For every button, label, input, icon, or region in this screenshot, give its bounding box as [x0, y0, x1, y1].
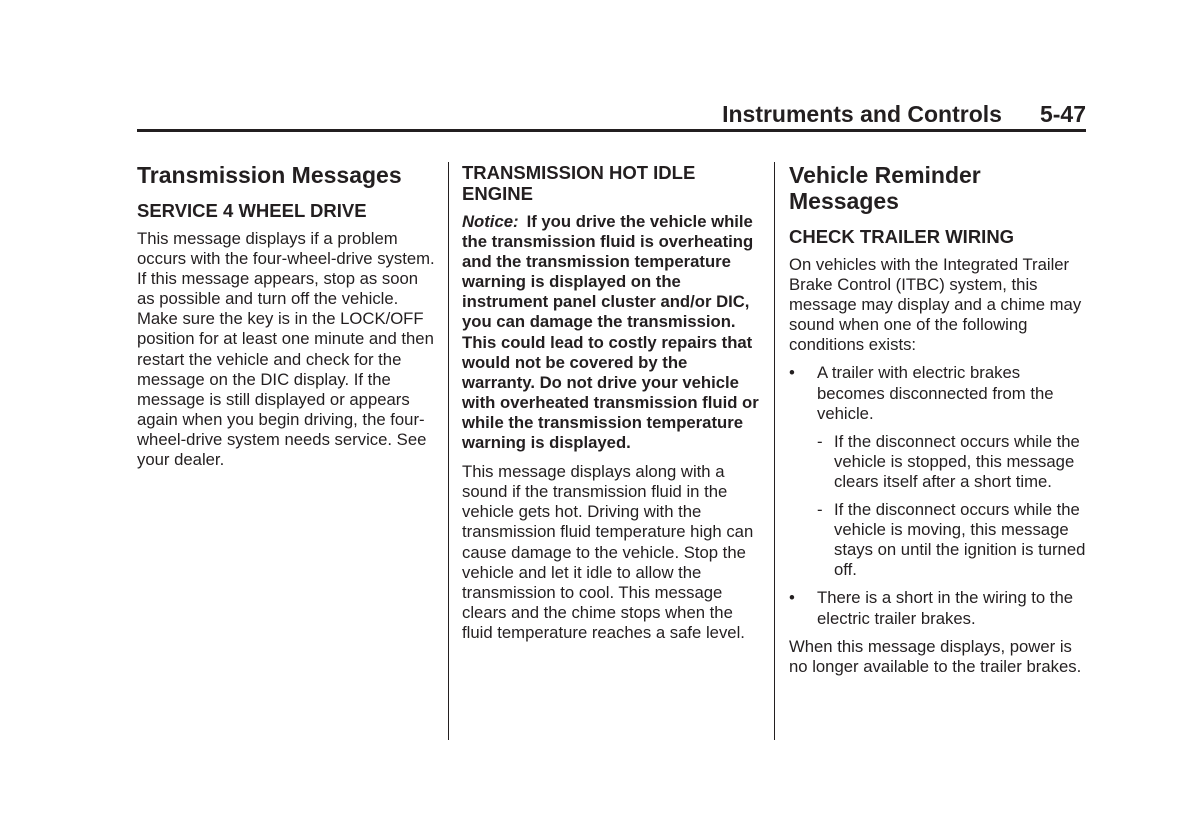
intro-paragraph: On vehicles with the Integrated Trailer Brake Control (ITBC) system, this message may display and a chime may sound when one of the following conditions exists:	[789, 255, 1082, 355]
sub-list	[817, 432, 1089, 581]
message-title: SERVICE 4 WHEEL DRIVE	[137, 200, 367, 221]
notice-text: If you drive the vehicle while the transmission fluid is overheating and the transmission temperature warning is displayed on the instrument panel cluster and/or DIC, you can damage the transmission. This could lead to costly repairs that would not be covered by the warranty. Do not drive your vehicle with overheated transmission fluid or while the transmission temperature warning is displayed.	[462, 212, 759, 453]
column-3	[789, 162, 1089, 685]
bullet-icon: •	[789, 363, 795, 383]
message-title: TRANSMISSION HOT IDLE ENGINE	[462, 162, 696, 204]
dash-icon: -	[817, 431, 823, 451]
notice-block	[462, 212, 764, 453]
condition-list	[789, 363, 1089, 628]
page-number: 5-47	[1039, 101, 1086, 127]
closing-paragraph: When this message displays, power is no longer available to the trailer brakes.	[789, 636, 1082, 676]
sub-list-item-text: If the disconnect occurs while the vehicle is stopped, this message clears itself after a short time.	[834, 431, 1080, 491]
list-item	[789, 588, 1089, 628]
column-1	[137, 162, 437, 478]
sub-list-item	[817, 432, 1089, 492]
dash-icon: -	[817, 500, 823, 520]
body-paragraph: This message displays along with a sound if the transmission fluid in the vehicle gets hot. Driving with the transmission fluid temperature high can cause damage to the vehicle. Stop the vehicle and let it idle to allow the transmission to cool. This message clears and the chime stops when the fluid temperature reaches a safe level.	[462, 462, 754, 642]
section-title: Instruments and Controls	[722, 101, 1002, 127]
list-item-text: A trailer with electric brakes becomes disconnected from the vehicle.	[817, 363, 1054, 423]
list-item	[789, 363, 1089, 580]
running-head	[137, 98, 1086, 130]
header-rule	[137, 129, 1086, 132]
sub-list-item	[817, 500, 1089, 580]
column-divider-2	[774, 162, 775, 740]
message-title: CHECK TRAILER WIRING	[789, 226, 1015, 247]
list-item-text: There is a short in the wiring to the electric trailer brakes.	[817, 588, 1073, 628]
notice-label: Notice:	[462, 212, 519, 231]
bullet-icon: •	[789, 588, 795, 608]
column-divider-1	[448, 162, 449, 740]
body-paragraph: This message displays if a problem occurs with the four-wheel-drive system. If this message appears, stop as soon as possible and turn off the vehicle. Make sure the key is in the LOCK/OFF position for at least one minute and then restart the vehicle and check for the message on the DIC display. If the message is still displayed or appears again when you begin driving, the four-wheel-drive system needs service. See your dealer.	[137, 229, 435, 470]
section-heading: Transmission Messages	[137, 162, 402, 188]
section-heading: Vehicle Reminder Messages	[789, 162, 981, 214]
sub-list-item-text: If the disconnect occurs while the vehicle is moving, this message stays on until the ignition is turned off.	[834, 500, 1086, 580]
column-2	[462, 162, 764, 651]
